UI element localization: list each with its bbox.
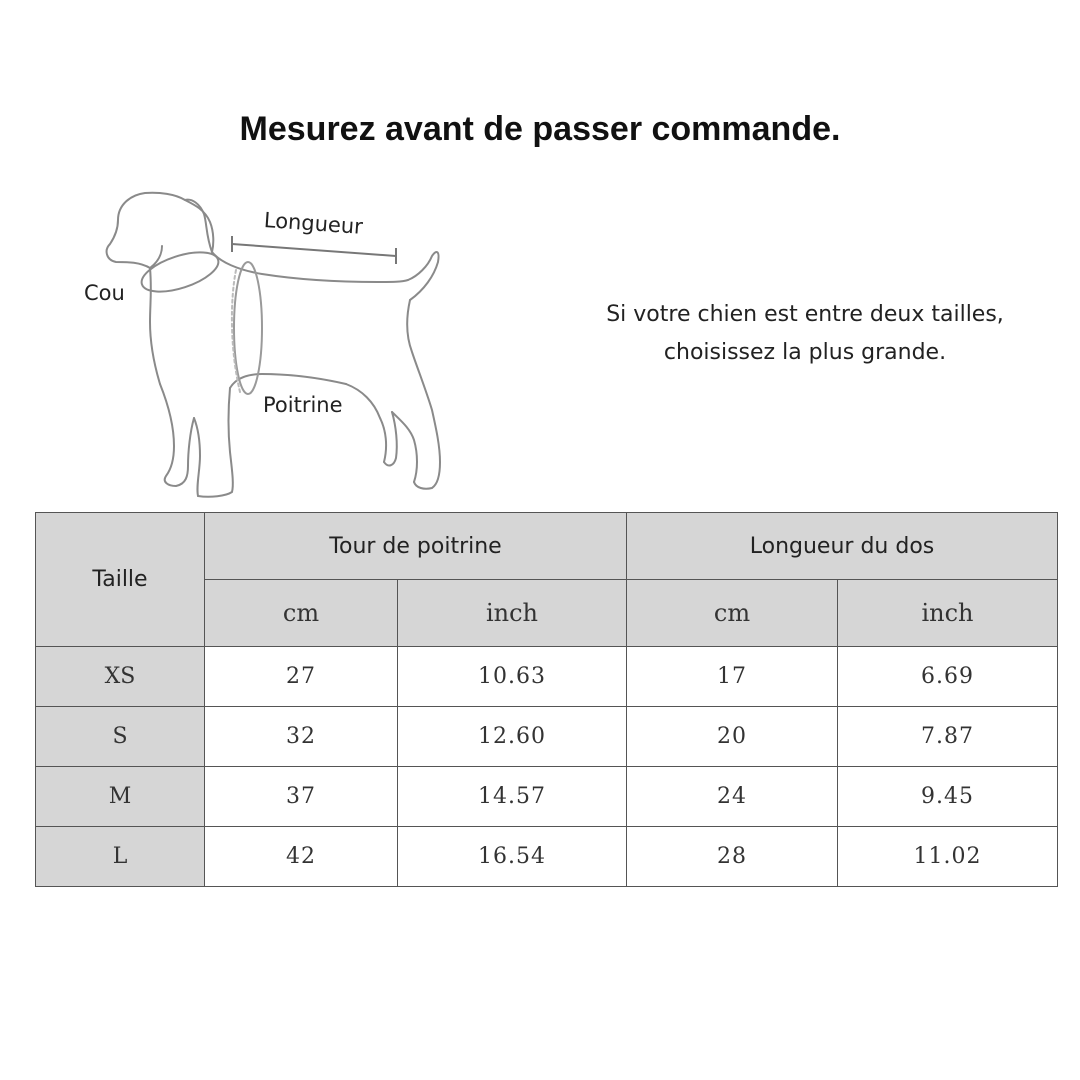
- unit-chest-cm: cm: [205, 580, 398, 647]
- value-cell: 32: [205, 707, 398, 767]
- size-advice-note: [560, 296, 1050, 372]
- value-cell: 28: [627, 827, 838, 887]
- size-cell: L: [36, 827, 205, 887]
- value-cell: 9.45: [838, 767, 1058, 827]
- header-back-length: Longueur du dos: [627, 513, 1058, 580]
- size-cell: M: [36, 767, 205, 827]
- value-cell: 16.54: [398, 827, 627, 887]
- table-row: [36, 707, 1058, 767]
- value-cell: 7.87: [838, 707, 1058, 767]
- value-cell: 6.69: [838, 647, 1058, 707]
- value-cell: 27: [205, 647, 398, 707]
- unit-back-inch: inch: [838, 580, 1058, 647]
- page-title: Mesurez avant de passer commande.: [239, 110, 841, 148]
- label-poitrine: Poitrine: [263, 393, 343, 417]
- value-cell: 12.60: [398, 707, 627, 767]
- unit-chest-inch: inch: [398, 580, 627, 647]
- note-line-2: choisissez la plus grande.: [663, 340, 947, 365]
- unit-back-cm: cm: [627, 580, 838, 647]
- size-cell: S: [36, 707, 205, 767]
- table-header-row: [36, 513, 1058, 580]
- value-cell: 11.02: [838, 827, 1058, 887]
- value-cell: 20: [627, 707, 838, 767]
- header-chest: Tour de poitrine: [205, 513, 627, 580]
- value-cell: 37: [205, 767, 398, 827]
- value-cell: 10.63: [398, 647, 627, 707]
- label-cou: Cou: [84, 281, 125, 305]
- value-cell: 24: [627, 767, 838, 827]
- label-longueur: Longueur: [263, 208, 364, 239]
- note-line-1: Si votre chien est entre deux tailles,: [606, 302, 1004, 327]
- table-row: [36, 827, 1058, 887]
- value-cell: 42: [205, 827, 398, 887]
- value-cell: 17: [627, 647, 838, 707]
- value-cell: 14.57: [398, 767, 627, 827]
- table-row: [36, 767, 1058, 827]
- header-size: Taille: [36, 513, 205, 647]
- size-chart-table: [35, 512, 1058, 887]
- table-row: [36, 647, 1058, 707]
- size-cell: XS: [36, 647, 205, 707]
